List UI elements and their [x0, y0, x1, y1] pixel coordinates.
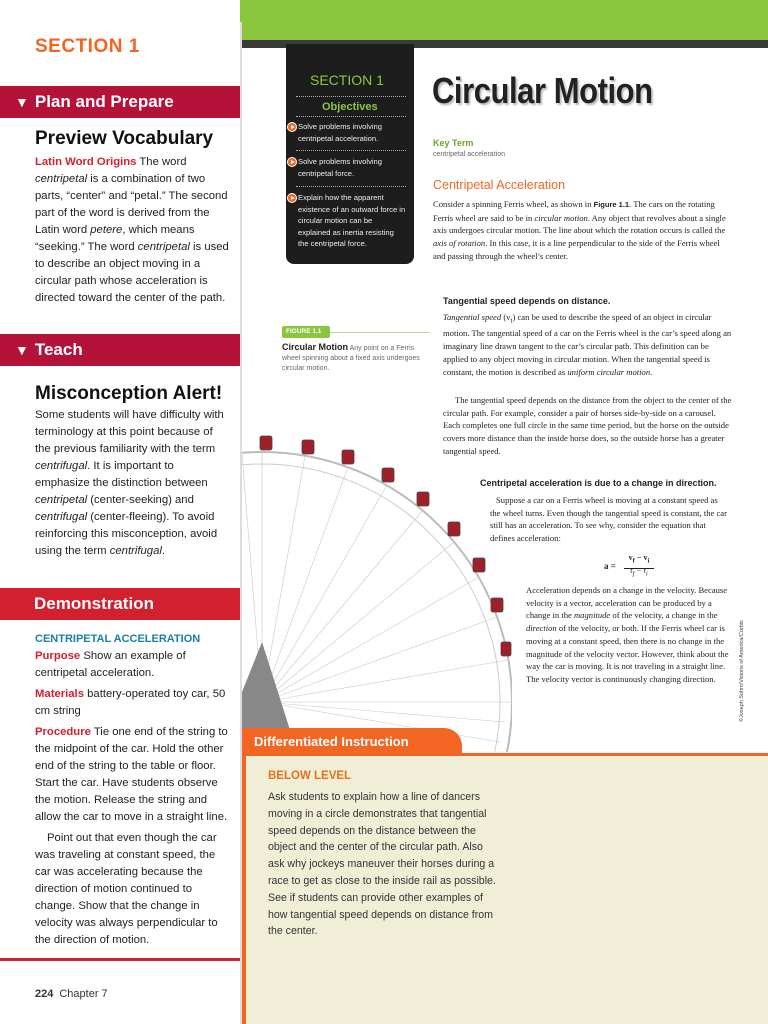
page-top-bar — [242, 22, 768, 42]
tangential-speed-subhead: Tangential speed depends on distance. — [443, 296, 611, 306]
plan-prepare-band — [0, 86, 240, 118]
figure-caption: Circular Motion Any point on a Ferris wheel spinning about a fixed axis undergoes circular motion. — [282, 342, 420, 372]
teach-band — [0, 334, 240, 366]
teacher-column — [0, 0, 240, 1024]
tangential-paragraph: Tangential speed $(v_t)$ can be used to describe the speed of an object in circular motion. The tangential speed of a car on the Ferris wheel is the car’s speed along an imaginary line drawn tangent to the car’s circular path. This definition can be applied to any object moving in circular motion. When the tangential speed is constant, the motion is described as uniform circular motion. — [443, 312, 732, 377]
below-level-text: Ask students to explain how a line of dancers moving in a circle demonstrates that tangential speed depends on the distance between the object and the center of the circular path. Also ask why jockeys maneuver their horses during a race to get as close to the inside rail as possible. See if students can provide other examples of how tangential speed depends on distance from the center. — [268, 791, 496, 938]
arrow-bullet-icon — [287, 193, 297, 203]
objective-item: Solve problems involving centripetal acceleration. — [298, 121, 406, 144]
velocity-paragraph: Acceleration depends on a change in the velocity. Because velocity is a vector, acceleration can be produced by a change in the magnitude of the velocity, a change in the direction of the velocity, or both. If the Ferris wheel car is moving at a constant speed, then there is no change in the magnitude of the velocity vector. However, think about the way the car is moving. It is not traveling in a straight line. The velocity vector is continuously changing direction. — [526, 585, 729, 684]
chapter-label: Chapter 7 — [59, 988, 108, 1000]
demonstration-band-label: Demonstration — [34, 594, 154, 613]
page-number: 224 — [35, 988, 54, 1000]
misconception-paragraph: Some students will have difficulty with terminology at this point because of the previous familiarity with the term centrifugal. It is important to emphasize the distinction between centripetal (center-seeking) and centrifugal (center-fleeing). To avoid reinforcing this misconception, avoid using the term centrifugal. — [35, 409, 224, 557]
below-level-heading: BELOW LEVEL — [268, 770, 352, 782]
demonstration-band — [0, 588, 240, 620]
ferris-wheel-spokes — [242, 452, 512, 742]
misconception-heading: Misconception Alert! — [35, 383, 223, 404]
objective-item: Explain how the apparent existence of an outward force in circular motion can be explained as inertia resisting the centripetal force. — [298, 192, 406, 250]
divider — [296, 150, 406, 151]
page-footer — [35, 988, 108, 1000]
triangle-down-icon: ▼ — [15, 342, 29, 358]
differentiated-instruction-band: Differentiated Instruction — [242, 728, 462, 756]
preview-vocabulary-heading: Preview Vocabulary — [35, 128, 214, 149]
arrow-bullet-icon — [287, 157, 297, 167]
footer-rule — [0, 958, 240, 961]
carousel-paragraph: The tangential speed depends on the distance from the object to the center of the circular path. For example, consider a pair of horses side-by-side on a carousel. Each completes one full circle in the same time period, but the horse on the outside covers more distance than the inside horse does, so the outside horse has a greater tangential speed. — [443, 395, 732, 456]
divider — [296, 96, 406, 97]
gondola-cars — [260, 436, 511, 656]
objectives-section-label: SECTION 1 — [310, 72, 384, 88]
key-term-label: Key Term — [433, 138, 474, 148]
divider — [296, 116, 406, 117]
key-term-value: centripetal acceleration — [433, 151, 505, 158]
figure-rule — [330, 332, 430, 333]
photo-credit: ©Joseph Sohm/Visions of America/Corbis — [739, 620, 745, 722]
figure-tag: FIGURE 1.1 — [282, 326, 330, 338]
plan-band-label: Plan and Prepare — [34, 92, 174, 111]
centripetal-acceleration-heading: Centripetal Acceleration — [433, 178, 566, 192]
section-tab — [0, 0, 240, 66]
intro-paragraph: Consider a spinning Ferris wheel, as shown in Figure 1.1. The cars on the rotating Ferris wheel are said to be in circular motion. Any object that revolves about a single axis undergoes circular motion. The line about which the rotation occurs is called the axis of rotation. In this case, it is a line perpendicular to the side of the Ferris wheel and passing through the wheel’s center. — [433, 199, 726, 261]
differentiated-instruction-panel — [242, 753, 768, 1024]
objective-item: Solve problems involving centripetal force. — [298, 156, 406, 179]
student-page: SECTION 1 Objectives Solve problems involving centripetal acceleration. Solve problems involving centripetal force. Explain how the apparent existence of an outward force in circular motion can be explained as inertia resisting the centripetal force. Circular Motion Key Term centripetal acceleration Centripetal Acceleration Consider a spinning Ferris wheel, as shown in Figure 1.1. The cars on the rotating Ferris wheel are said to be in circular motion. Any object that revolves about a single axis undergoes circular motion. The line about which the rotation occurs is called the axis of rotation. In this case, it is a line perpendicular to the side of the Ferris wheel and passing through the wheel’s center. Tangential speed depends on distance. Tangential speed $(v_t)$ can be used to describe the speed of an object in circular motion. The tangential speed of a car on the Ferris wheel is the car’s speed along an imaginary line drawn tangent to the car’s circular path. This definition can be applied to any object moving in circular motion. When the tangential speed is constant, the motion is described as uniform circular motion. The tangential speed depends on the distance from the object to the center of the circular path. For example, consider a pair of horses side-by-side on a carousel. Each completes one full circle in the same time period, but the horse on the outside covers more distance than the inside horse does, so the outside horse has a greater tangential speed. Centripetal acceleration is due to a change in direction. Suppose a car on a Ferris wheel is moving at a constant speed as the wheel turns. Even though the tangential speed is constant, the car still has an acceleration. To see why, consider the equation that defines acceleration: a = $v_f - v_i$ $t_f - t_i$ Acceleration depends on a change in the velocity. Because velocity is a vector, acceleration can be produced by a change in the magnitude of the velocity, a change in the direction of the velocity, or both. If the Ferris wheel car is moving at a constant speed, then there is no change in the magnitude of the velocity vector. However, think about the way the car is moving. It is not traveling in a straight line. The velocity vector is continuously changing direction. FIGURE 1.1 Circular Motion Any point on a Ferris wheel spinning about a fixed axis undergoes circular motion. ©Joseph Sohm/Visions of America/Corbis BELOW LEVEL Ask students to explain how a line of dancers moving in a circle demonstrates that tangential speed depends on the distance between the object and the center of the circular path. Also ask why jockeys maneuver their horses during a race to get as close to the inside rail as possible. See if students can provide other examples of how tangential speed depends on distance from the center. Differentiated Instruction — [240, 22, 768, 1024]
ferris-wheel-photo — [242, 392, 512, 752]
divider — [296, 186, 406, 187]
preview-paragraph: Latin Word Origins The word centripetal is a combination of two parts, “center” and “petal.” The second part of the word is derived from the Latin word petere, which means “seeking.” The word centripetal is used to describe an object moving in a circular path whose acceleration is directed toward the center of the path. — [35, 156, 229, 304]
section-label: SECTION 1 — [35, 36, 140, 57]
page-title: Circular Motion — [432, 70, 653, 111]
demonstration-paragraphs: Purpose Show an example of centripetal acceleration. Materials battery-operated toy car, 50 cm string Procedure Tie one end of the string to the midpoint of the car. Hold the other end of the string to the table or floor. Start the car. Have students observe the motion. Release the string and allow the car to move in a straight line. Point out that even though the car was traveling at constant speed, the car was accelerating because the direction of motion continued to change. Show that the change in velocity was always perpendicular to the direction of motion. — [35, 650, 228, 946]
centripetal-direction-subhead: Centripetal acceleration is due to a change in direction. — [480, 478, 717, 488]
objectives-box — [286, 44, 414, 264]
teach-band-label: Teach — [34, 340, 83, 359]
objectives-title: Objectives — [322, 101, 378, 113]
constant-speed-paragraph: Suppose a car on a Ferris wheel is moving at a constant speed as the wheel turns. Even though the tangential speed is constant, the car still has an acceleration. To see why, consider the equation that defines acceleration: — [490, 495, 727, 544]
arrow-bullet-icon — [287, 122, 297, 132]
demo-subheading: CENTRIPETAL ACCELERATION — [35, 633, 201, 645]
triangle-down-icon: ▼ — [15, 94, 29, 110]
